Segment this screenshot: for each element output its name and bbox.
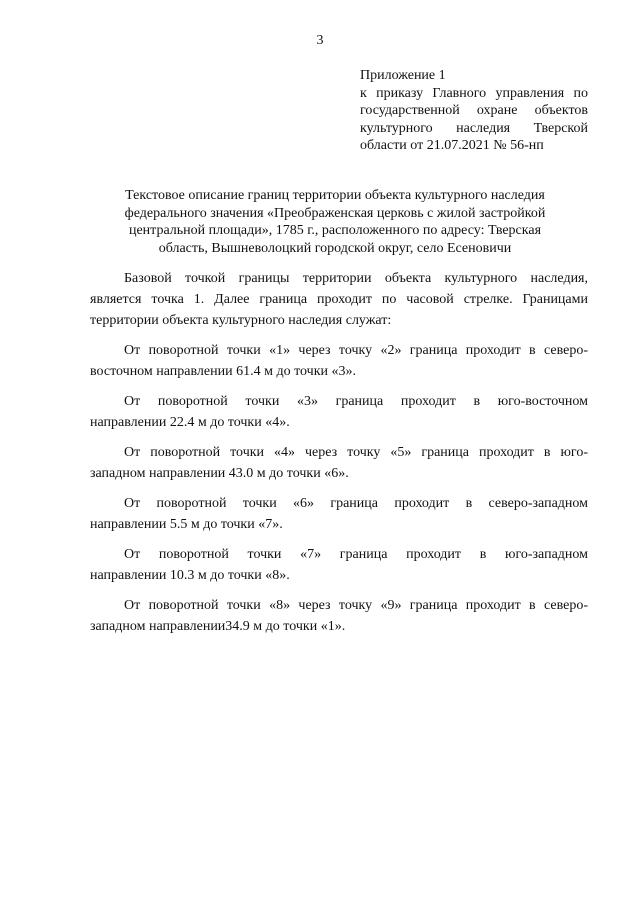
paragraph-line: От поворотной точки «4» через точку «5» граница проходит в юго- <box>124 445 588 460</box>
paragraph-line: территории объекта культурного наследия служат: <box>90 313 392 328</box>
paragraph-line: От поворотной точки «8» через точку «9» граница проходит в северо- <box>124 598 588 613</box>
paragraph-line: направлении 10.3 м до точки «8». <box>90 568 290 583</box>
appendix-line: Приложение 1 <box>360 68 446 83</box>
paragraph-segment-6-7 <box>90 493 588 535</box>
appendix-line: к приказу Главного управления по <box>360 85 588 101</box>
paragraph-line: западном направлении 43.0 м до точки «6». <box>90 466 349 481</box>
page-number: 3 <box>316 33 324 48</box>
paragraph-line: От поворотной точки «3» граница проходит в юго-восточном <box>124 394 588 409</box>
document-title <box>90 187 580 257</box>
body-text <box>90 268 588 646</box>
title-line: Текстовое описание границ территории объекта культурного наследия <box>125 188 545 203</box>
appendix-header <box>360 67 588 155</box>
paragraph-line: направлении 5.5 м до точки «7». <box>90 517 283 532</box>
title-line: область, Вышневолоцкий городской округ, село Есеновичи <box>158 240 512 256</box>
paragraph-line: Базовой точкой границы территории объекта культурного наследия, <box>124 271 588 286</box>
paragraph-segment-1-3 <box>90 340 588 382</box>
paragraph-line: восточном направлении 61.4 м до точки «3». <box>90 364 356 379</box>
paragraph-segment-8-1 <box>90 595 588 637</box>
paragraph-line: западном направлении34.9 м до точки «1». <box>90 619 346 634</box>
paragraph-segment-3-4 <box>90 391 588 433</box>
appendix-line: культурного наследия Тверской <box>360 120 588 136</box>
paragraph-segment-4-6 <box>90 442 588 484</box>
paragraph-line: направлении 22.4 м до точки «4». <box>90 415 290 430</box>
title-line: федерального значения «Преображенская церковь с жилой застройкой <box>124 205 546 221</box>
paragraph-segment-7-8 <box>90 544 588 586</box>
paragraph-line: является точка 1. Далее граница проходит по часовой стрелке. Границами <box>90 292 588 307</box>
paragraph-line: От поворотной точки «1» через точку «2» граница проходит в северо- <box>124 343 588 358</box>
paragraph-base-point <box>90 268 588 331</box>
paragraph-line: От поворотной точки «6» граница проходит в северо-западном <box>124 496 588 511</box>
appendix-line: области от 21.07.2021 № 56-нп <box>360 138 544 153</box>
title-line: центральной площади», 1785 г., расположенного по адресу: Тверская <box>128 223 542 238</box>
paragraph-line: От поворотной точки «7» граница проходит в юго-западном <box>124 547 588 562</box>
appendix-line: государственной охране объектов <box>360 103 588 118</box>
